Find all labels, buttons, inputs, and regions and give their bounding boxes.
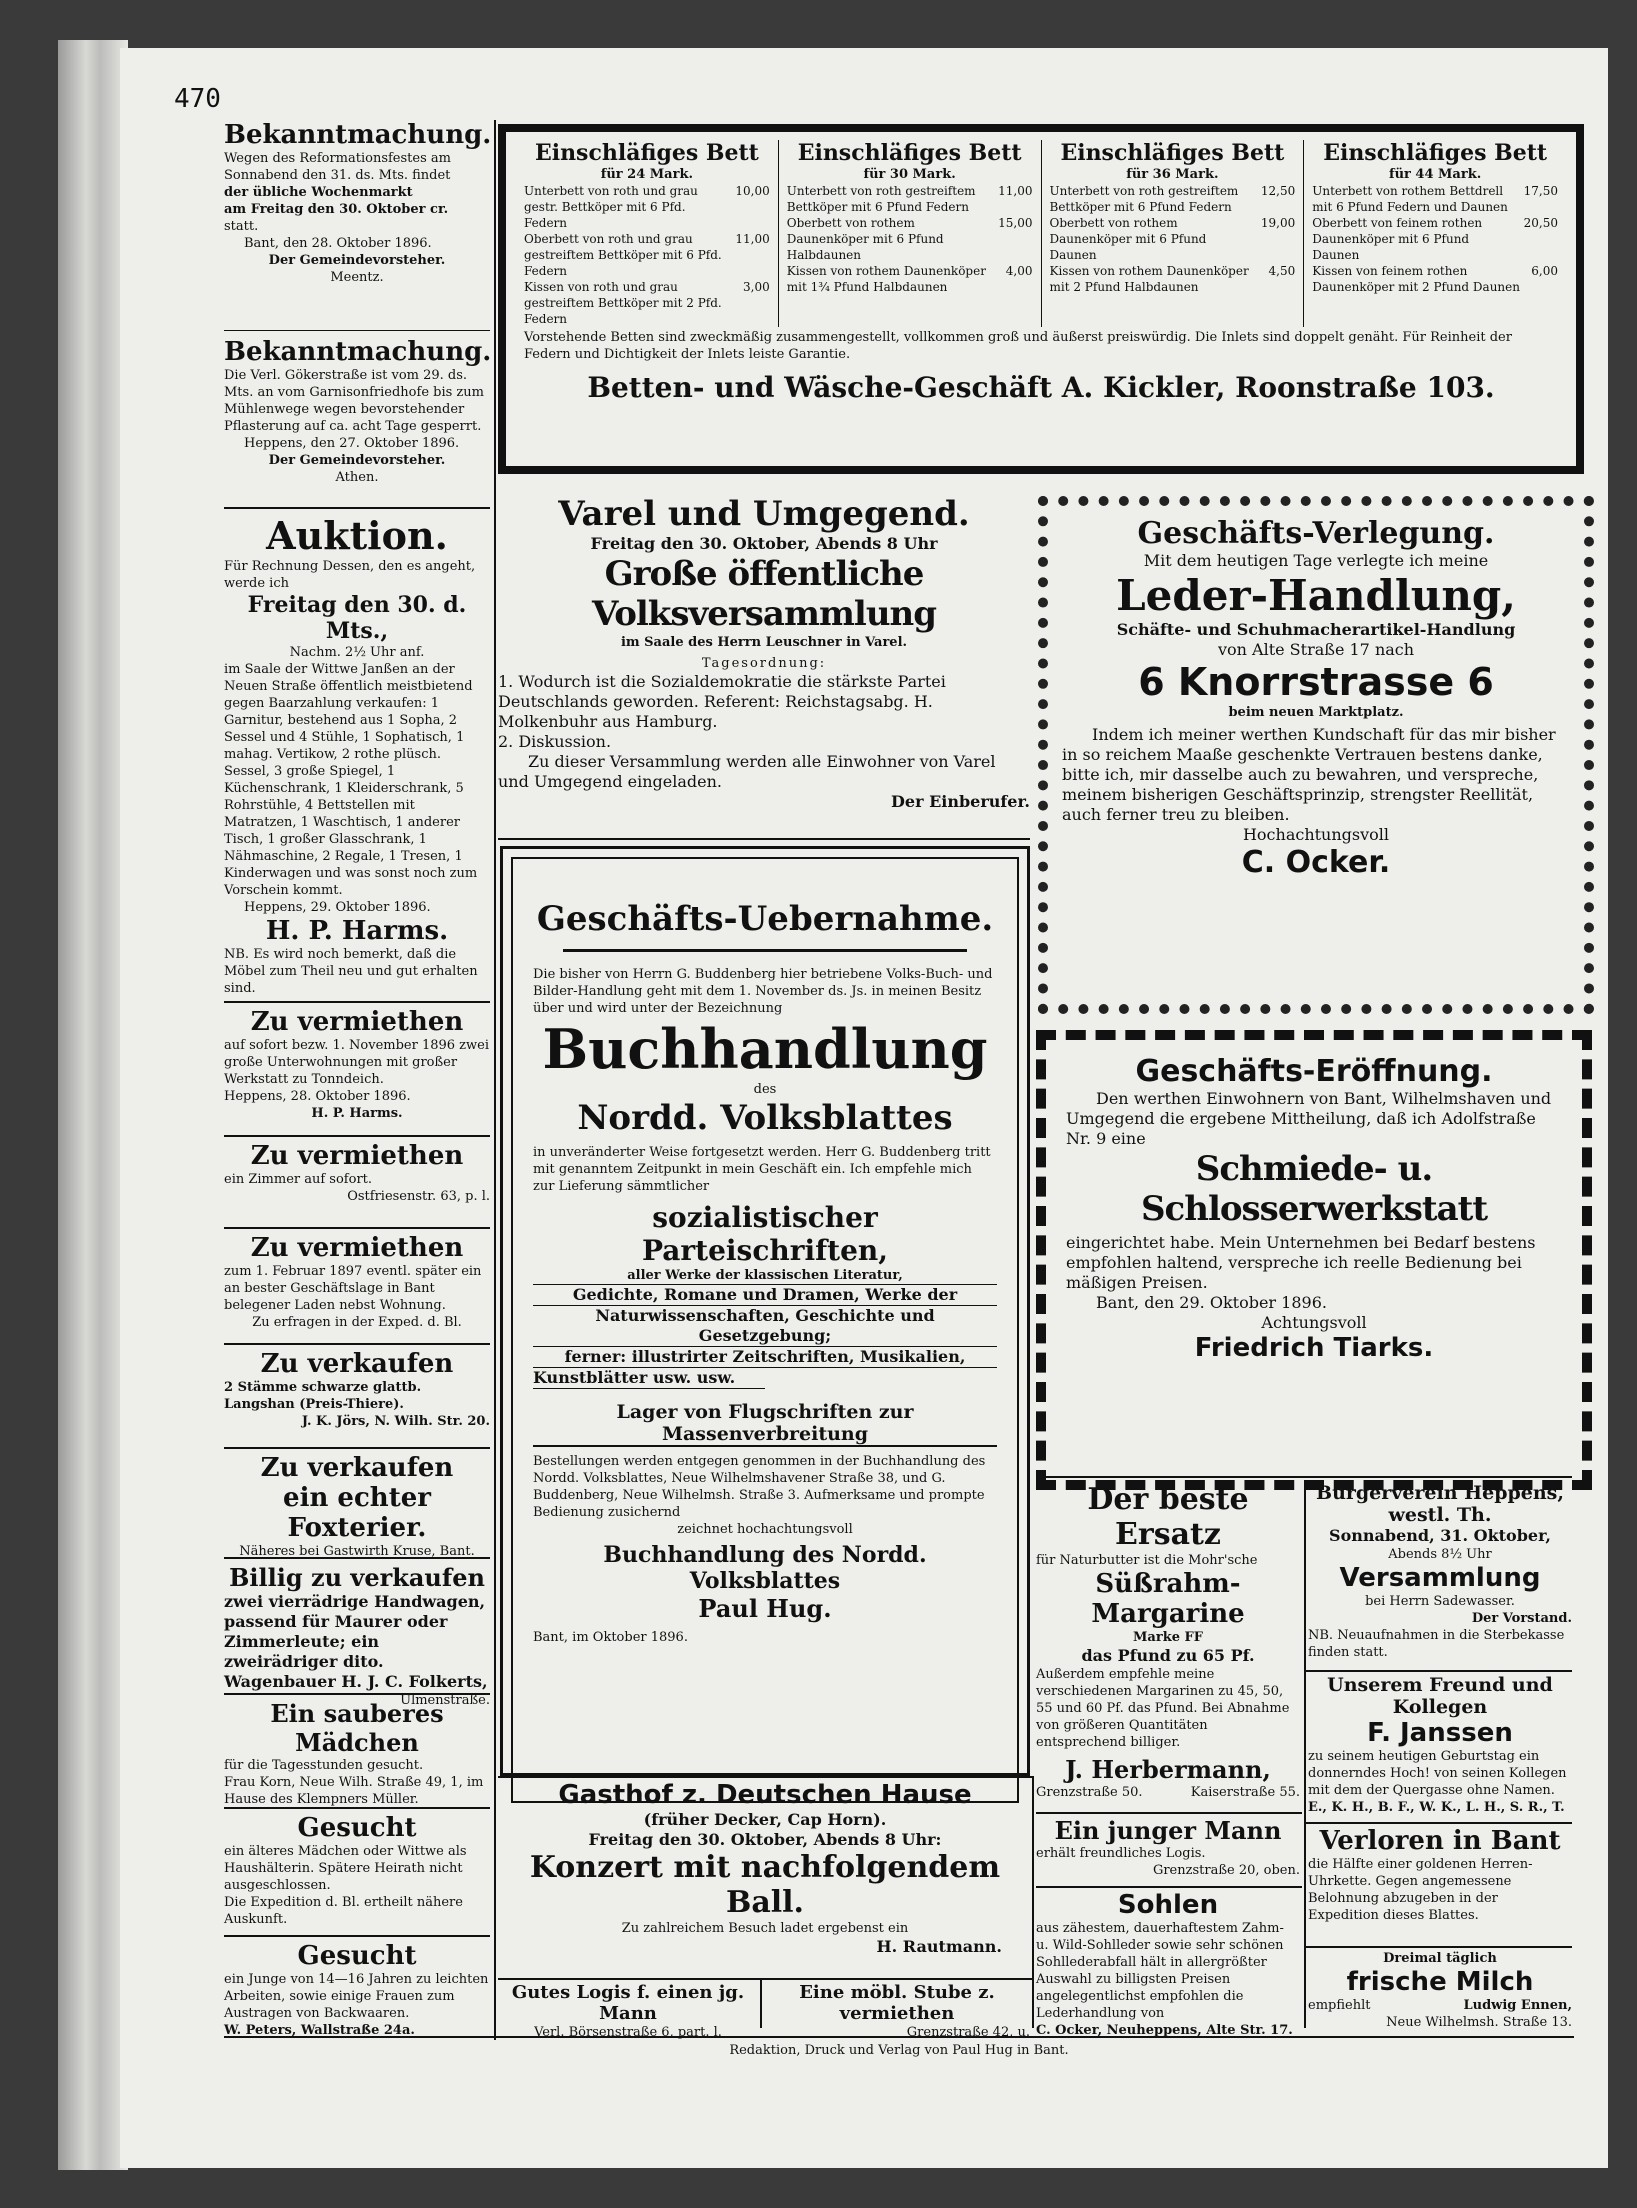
heading: Billig zu verkaufen xyxy=(229,1563,485,1592)
subheading: Lager von Flugschriften zur Massenverbreitung xyxy=(533,1389,997,1447)
signature: H. Rautmann. xyxy=(876,1937,1002,1956)
big-heading: Versammlung xyxy=(1339,1563,1541,1593)
text: Bestellungen werden entgegen genommen in der Buchhandlung des Nordd. Volksblattes, Neue Wilhelmshavener Straße 38, und G. Buddenberg, Neue Wilhelmsh. Straße 3. Aufmerksame und prompte Bedienung zusichernd xyxy=(533,1454,986,1520)
address: Grenzstraße 50. xyxy=(1036,1785,1143,1800)
heading: Gesucht xyxy=(297,1941,417,1971)
text: 2 Stämme schwarze glattb. Langshan (Preis-Thiere). xyxy=(224,1380,422,1412)
bed-price: für 24 Mark. xyxy=(600,167,693,182)
bed-column xyxy=(779,140,1042,327)
book-spine xyxy=(58,40,128,2170)
text: Wegen des Reformationsfestes am Sonnabend den 31. ds. Mts. findet xyxy=(224,151,451,183)
address: 6 Knorrstrasse 6 xyxy=(1138,660,1494,704)
price: das Pfund zu 65 Pf. xyxy=(1081,1646,1255,1665)
milch-ad xyxy=(1308,1950,1572,2028)
heading: Bekanntmachung. xyxy=(224,337,492,367)
junger-mann-ad xyxy=(1036,1816,1300,1882)
text: Für Rechnung Dessen, den es angeht, werde ich xyxy=(224,559,476,591)
heading: Bürgerverein Heppens, westl. Th. xyxy=(1316,1482,1564,1526)
bed-item: Oberbett von rothem Daunenköper mit 6 Pfund Halbdaunen 15,00 xyxy=(786,216,1033,262)
date: Heppens, 28. Oktober 1896. xyxy=(224,1089,411,1104)
ersatz-ad xyxy=(1036,1482,1300,1810)
auktion xyxy=(224,509,490,1001)
bed-item: Kissen von feinem rothen Daunenköper mit 2 Pfund Daunen 6,00 xyxy=(1312,264,1558,294)
text: in unveränderter Weise fortgesetzt werden. Herr G. Buddenberg tritt mit genanntem Zeitpunkt in mein Geschäft ein. Ich empfehle mich zur Lieferung sämmtlicher xyxy=(533,1145,991,1194)
heading: Bekanntmachung. xyxy=(224,120,492,150)
bed-column xyxy=(1042,140,1305,327)
heading: Zu verkaufen xyxy=(260,1453,454,1483)
date: Bant, den 29. Oktober 1896. xyxy=(1096,1293,1327,1312)
text: Näheres bei Gastwirth Kruse, Bant. xyxy=(239,1544,475,1559)
betten-ad xyxy=(498,124,1584,474)
heading: Verloren in Bant xyxy=(1319,1826,1561,1856)
text: eingerichtet habe. Mein Unternehmen bei Bedarf bestens empfohlen haltend, verspreche ich reelle Bedienung bei mäßigen Preisen. xyxy=(1066,1233,1536,1292)
big-heading: Große öffentliche Volksversammlung xyxy=(591,554,937,634)
text: aller Werke der klassischen Literatur, xyxy=(627,1268,903,1283)
name: Meentz. xyxy=(330,270,384,285)
bed-item: Oberbett von roth und grau gestreiftem Bettköper mit 6 Pfd. Federn 11,00 xyxy=(524,232,770,278)
note: NB. Neuaufnahmen in die Sterbekasse finden statt. xyxy=(1308,1628,1565,1660)
signature: Der Gemeindevorsteher. xyxy=(268,453,446,468)
zu-verkaufen-2 xyxy=(224,1449,490,1557)
date: Bant, den 28. Oktober 1896. xyxy=(244,236,432,251)
zu-vermiethen-3 xyxy=(224,1229,490,1343)
text: Die Verl. Gökerstraße ist vom 29. ds. Mts. an vom Garnisonfriedhofe bis zum Mühlenwege wegen bevorstehender Pflasterung auf ca. acht Tage gesperrt. xyxy=(224,368,484,434)
big-heading: Leder-Handlung, xyxy=(1116,571,1516,620)
date-big: Freitag den 30. d. Mts., xyxy=(247,592,467,644)
address: Frau Korn, Neue Wilh. Straße 49, 1, im Hause des Klempners Müller. xyxy=(224,1775,484,1807)
text: Mit dem heutigen Tage verlegte ich meine xyxy=(1143,551,1489,570)
heading: Zu verkaufen xyxy=(260,1349,454,1379)
heading: Geschäfts-Verlegung. xyxy=(1137,516,1495,551)
bekanntmachung-1 xyxy=(224,120,490,330)
signature: H. P. Harms. xyxy=(265,916,449,946)
heading: Gutes Logis f. einen jg. Mann xyxy=(511,1982,745,2024)
address: Verl. Börsenstraße 6, part. l. xyxy=(534,2025,722,2040)
text: ein Zimmer auf sofort. xyxy=(224,1172,373,1187)
bed-column xyxy=(516,140,779,327)
address: Neue Wilhelmsh. Straße 13. xyxy=(1386,2015,1572,2030)
bed-item: Unterbett von roth und grau gestr. Bettköper mit 6 Pfd. Federn 10,00 xyxy=(524,184,770,230)
big-heading: Buchhandlung xyxy=(542,1017,988,1081)
name: F. Janssen xyxy=(1367,1718,1513,1748)
heading: Sohlen xyxy=(1117,1890,1219,1920)
heading: Auktion. xyxy=(266,513,448,558)
agenda-title: Tagesordnung: xyxy=(701,656,827,671)
text: für die Tagesstunden gesucht. xyxy=(224,1758,424,1773)
text: ein älteres Mädchen oder Wittwe als Haushälterin. Spätere Heirath nicht ausgeschlossen. xyxy=(224,1844,467,1893)
signature: Friedrich Tiarks. xyxy=(1194,1333,1434,1363)
text: empfiehlt xyxy=(1308,1998,1371,2013)
text: zum 1. Februar 1897 eventl. später ein an bester Geschäftslage in Bant belegener Laden nebst Wohnung. xyxy=(224,1264,482,1313)
uebernahme-ad xyxy=(500,846,1030,1776)
zu-verkaufen-1 xyxy=(224,1345,490,1447)
list-item: Naturwissenschaften, Geschichte und Gesetzgebung; xyxy=(533,1306,997,1347)
big-heading: frische Milch xyxy=(1346,1967,1534,1997)
bed-price: für 44 Mark. xyxy=(1389,167,1482,182)
signature: W. Peters, Wallstraße 24a. xyxy=(224,2023,415,2038)
text: auf sofort bezw. 1. November 1896 zwei große Unterwohnungen mit großer Werkstatt zu Tonndeich. xyxy=(224,1038,489,1087)
text: Schäfte- und Schuhmacherartikel-Handlung xyxy=(1116,620,1516,639)
firm: Buchhandlung des Nordd. Volksblattes xyxy=(603,1542,927,1594)
signature: Der Einberufer. xyxy=(891,792,1030,811)
verloren-ad xyxy=(1308,1826,1572,1944)
zu-vermiethen-2 xyxy=(224,1137,490,1227)
date: Heppens, 29. Oktober 1896. xyxy=(244,900,431,915)
text: Marke FF xyxy=(1133,1630,1203,1645)
text: Den werthen Einwohnern von Bant, Wilhelmshaven und Umgegend die ergebene Mittheilung, daß ich Adolfstraße Nr. 9 eine xyxy=(1066,1089,1552,1148)
date: Bant, im Oktober 1896. xyxy=(533,1630,688,1645)
bed-item: Oberbett von feinem rothen Daunenköper mit 6 Pfund Daunen 20,50 xyxy=(1312,216,1558,262)
heading: Ein junger Mann xyxy=(1054,1816,1282,1845)
note: Vorstehende Betten sind zweckmäßig zusammengestellt, vollkommen groß und äußerst preiswürdig. Die Inlets sind doppelt genäht. Für Reinheit der Federn und Dichtigkeit der Inlets leiste Garantie. xyxy=(524,330,1512,362)
list-item: Gedichte, Romane und Dramen, Werke der xyxy=(533,1284,997,1306)
address: Kaiserstraße 55. xyxy=(1190,1785,1300,1800)
address: Grenzstraße 20, oben. xyxy=(1152,1863,1300,1878)
gasthof-ad xyxy=(498,1780,1032,1976)
heading: Der beste Ersatz xyxy=(1087,1482,1249,1552)
signature: J. K. Jörs, N. Wilh. Str. 20. xyxy=(301,1414,490,1429)
date: Freitag den 30. Oktober, Abends 8 Uhr: xyxy=(588,1830,942,1849)
footer: Betten- und Wäsche-Geschäft A. Kickler, Roonstraße 103. xyxy=(587,371,1495,404)
bed-column xyxy=(1304,140,1566,327)
time: Nachm. 2½ Uhr anf. xyxy=(289,645,425,660)
text: Indem ich meiner werthen Kundschaft für das mir bisher in so reichem Maaße geschenkte Vertrauen bestens danke, bitte ich, mir dasselbe auch zu bewahren, und verspreche, meinem bisherigen Geschäftsprinzip, strengster Reellität, auch ferner treu zu bleiben. xyxy=(1062,725,1556,824)
address: Ulmenstraße. xyxy=(400,1693,490,1708)
date: Heppens, den 27. Oktober 1896. xyxy=(244,436,460,451)
bed-title: Einschläfiges Bett xyxy=(1060,140,1285,166)
signature: Der Gemeindevorsteher. xyxy=(268,253,446,268)
signature: Ludwig Ennen, xyxy=(1463,1998,1572,2013)
text: Dreimal täglich xyxy=(1383,1951,1497,1966)
bed-item: Kissen von rothem Daunenköper mit 2 Pfund Halbdaunen 4,50 xyxy=(1049,264,1296,294)
heading: Zu vermiethen xyxy=(250,1233,464,1263)
text: erhält freundliches Logis. xyxy=(1036,1846,1206,1861)
zu-vermiethen-1 xyxy=(224,1003,490,1135)
date: Freitag den 30. Oktober, Abends 8 Uhr xyxy=(590,534,938,553)
big-heading: Nordd. Volksblattes xyxy=(577,1098,953,1138)
text: im Saale der Wittwe Janßen an der Neuen Straße öffentlich meistbietend gegen Baarzahlung verkaufen: 1 Garnitur, bestehend aus 1 Sopha, 2 Sessel und 4 Stühle, 1 Sophatisch, 1 mahag. Vertikow, 2 rothe plüsch. Sessel, 3 große Spiegel, 1 Küchenschrank, 1 Kleiderschrank, 5 Rohrstühle, 4 Bettstellen mit Matratzen, 1 Waschtisch, 1 anderer Tisch, 1 großer Glasschrank, 1 Nähmaschine, 2 Regale, 1 Tresen, 1 Kinderwagen und was sonst noch zum Vorschein kommt. xyxy=(224,662,478,898)
text: (früher Decker, Cap Horn). xyxy=(643,1810,887,1829)
heading: Gesucht xyxy=(297,1813,417,1843)
heading: Geschäfts-Eröffnung. xyxy=(1135,1054,1493,1089)
date: Sonnabend, 31. Oktober, xyxy=(1329,1526,1551,1545)
place: im Saale des Herrn Leuschner in Varel. xyxy=(620,635,908,650)
agenda-item: 2. Diskussion. xyxy=(498,732,612,751)
signatures: E., K. H., B. F., W. K., L. H., S. R., T. xyxy=(1308,1800,1565,1815)
stube-ad xyxy=(764,1982,1030,2040)
text: statt. xyxy=(224,219,259,234)
big-heading: Schmiede- u. Schlosserwerkstatt xyxy=(1140,1149,1488,1229)
text: Außerdem empfehle meine verschiedenen Margarinen zu 45, 50, 55 und 60 Pf. das Pfund. Bei Abnahme von größeren Quantitäten entsprechend billiger. xyxy=(1036,1667,1290,1750)
verlegung-ad xyxy=(1038,496,1594,1014)
text: aus zähestem, dauerhaftestem Zahm- u. Wild-Sohlleder sowie sehr schönen Sohllederabfall hält in allergrößter Auswahl zu billigsten Preisen angelegentlichst empfohlen die Lederhandlung von xyxy=(1036,1921,1284,2021)
bed-item: Oberbett von rothem Daunenköper mit 6 Pfund Daunen 19,00 xyxy=(1049,216,1296,262)
list-item: ferner: illustrirter Zeitschriften, Musikalien, xyxy=(533,1347,997,1368)
heading: Gasthof z. Deutschen Hause xyxy=(558,1780,972,1810)
text: für Naturbutter ist die Mohr'sche xyxy=(1036,1553,1258,1568)
name: Athen. xyxy=(335,470,379,485)
heading: Zu vermiethen xyxy=(250,1141,464,1171)
heading: Varel und Umgegend. xyxy=(558,494,970,534)
address: Grenzstraße 42, u. xyxy=(906,2025,1030,2040)
bed-item: Unterbett von rothem Bettdrell mit 6 Pfund Federn und Daunen 17,50 xyxy=(1312,184,1558,214)
place: bei Herrn Sadewasser. xyxy=(1365,1594,1515,1609)
sohlen-ad xyxy=(1036,1890,1300,2038)
varel-ad xyxy=(498,494,1030,834)
time: Abends 8½ Uhr xyxy=(1388,1547,1492,1562)
gesucht-1 xyxy=(224,1809,490,1935)
address: Die Expedition d. Bl. ertheilt nähere Auskunft. xyxy=(224,1895,463,1927)
heading: Unserem Freund und Kollegen xyxy=(1327,1674,1553,1718)
bed-price: für 36 Mark. xyxy=(1126,167,1219,182)
heading: Zu vermiethen xyxy=(250,1007,464,1037)
bed-title: Einschläfiges Bett xyxy=(534,140,759,166)
signature: Der Vorstand. xyxy=(1471,1611,1572,1626)
list-item: Kunstblätter usw. usw. xyxy=(533,1368,765,1389)
bed-price: für 30 Mark. xyxy=(863,167,956,182)
big-heading: Konzert mit nachfolgendem Ball. xyxy=(529,1850,1001,1920)
text: beim neuen Marktplatz. xyxy=(1228,705,1404,720)
text: der übliche Wochenmarkt xyxy=(224,185,413,200)
heading: Eine möbl. Stube z. vermiethen xyxy=(799,1982,995,2024)
bed-title: Einschläfiges Bett xyxy=(797,140,1022,166)
text: zwei vierrädrige Handwagen, passend für Maurer oder Zimmerleute; ein zweirädriger dito. xyxy=(224,1592,486,1671)
text: zu seinem heutigen Geburtstag ein donnerndes Hoch! von seinen Kollegen mit dem der Quergasse ohne Namen. xyxy=(1308,1749,1567,1798)
imprint-footer: Redaktion, Druck und Verlag von Paul Hug in Bant. xyxy=(729,2043,1069,2058)
bed-title: Einschläfiges Bett xyxy=(1323,140,1548,166)
signature: C. Ocker. xyxy=(1241,845,1391,880)
address: Neuheppens, Alte Str. 17. xyxy=(1106,2023,1293,2038)
signature: Paul Hug. xyxy=(698,1594,832,1623)
text: ein Junge von 14—16 Jahren zu leichten Arbeiten, sowie einige Frauen zum Austragen von Backwaaren. xyxy=(224,1972,489,2021)
agenda-item: 1. Wodurch ist die Sozialdemokratie die stärkste Partei Deutschlands geworden. Referent: Reichstagsabg. H. Molkenbuhr aus Hamburg. xyxy=(498,672,946,731)
signature: H. P. Harms. xyxy=(311,1106,403,1121)
text: Die bisher von Herrn G. Buddenberg hier betriebene Volks-Buch- und Bilder-Handlung geht mit dem 1. November ds. Js. in meinen Besitz über und wird unter der Bezeichnung xyxy=(533,967,993,1016)
text: Achtungsvoll xyxy=(1261,1313,1367,1332)
billig-zu-verkaufen xyxy=(224,1559,490,1708)
left-column xyxy=(224,120,490,2053)
freund-ad xyxy=(1308,1674,1572,1820)
signature: Wagenbauer H. J. C. Folkerts, xyxy=(224,1672,488,1691)
signature: J. Herbermann, xyxy=(1065,1755,1271,1784)
logis-ad xyxy=(498,1982,758,2040)
bed-item: Unterbett von roth gestreiftem Bettköper mit 6 Pfund Federn 12,50 xyxy=(1049,184,1296,214)
big-text: ein echter Foxterier. xyxy=(283,1483,431,1543)
big-heading: sozialistischer Parteischriften, xyxy=(641,1201,889,1267)
text: des xyxy=(753,1082,777,1097)
buergerverein-ad xyxy=(1308,1482,1572,1668)
text: die Hälfte einer goldenen Herren-Uhrkette. Gegen angemessene Belohnung abzugeben in der Expedition dieses Blattes. xyxy=(1308,1857,1533,1923)
note: NB. Es wird noch bemerkt, daß die Möbel zum Theil neu und gut erhalten sind. xyxy=(224,947,478,996)
text: zeichnet hochachtungsvoll xyxy=(677,1522,853,1537)
address: Zu erfragen in der Exped. d. Bl. xyxy=(252,1315,462,1330)
text: von Alte Straße 17 nach xyxy=(1217,640,1415,659)
text: am Freitag den 30. Oktober cr. xyxy=(224,202,449,217)
big-heading: Süßrahm-Margarine xyxy=(1091,1569,1245,1629)
address: Ostfriesenstr. 63, p. l. xyxy=(347,1189,490,1204)
heading: Ein sauberes Mädchen xyxy=(270,1699,444,1757)
signature: C. Ocker, xyxy=(1036,2023,1103,2038)
heading: Geschäfts-Uebernahme. xyxy=(536,899,994,939)
bed-item: Unterbett von roth gestreiftem Bettköper mit 6 Pfund Federn 11,00 xyxy=(786,184,1033,214)
bed-item: Kissen von roth und grau gestreiftem Bettköper mit 2 Pfd. Federn 3,00 xyxy=(524,280,770,326)
text: Zu dieser Versammlung werden alle Einwohner von Varel und Umgegend eingeladen. xyxy=(498,752,996,791)
text: Hochachtungsvoll xyxy=(1242,825,1390,844)
eroeffnung-ad xyxy=(1036,1030,1592,1490)
bekanntmachung-2 xyxy=(224,331,490,507)
page-number: 470 xyxy=(174,84,221,114)
text: Zu zahlreichem Besuch ladet ergebenst ein xyxy=(621,1921,909,1936)
sauberes-maedchen xyxy=(224,1695,490,1807)
bed-item: Kissen von rothem Daunenköper mit 1¾ Pfund Halbdaunen 4,00 xyxy=(786,264,1033,294)
